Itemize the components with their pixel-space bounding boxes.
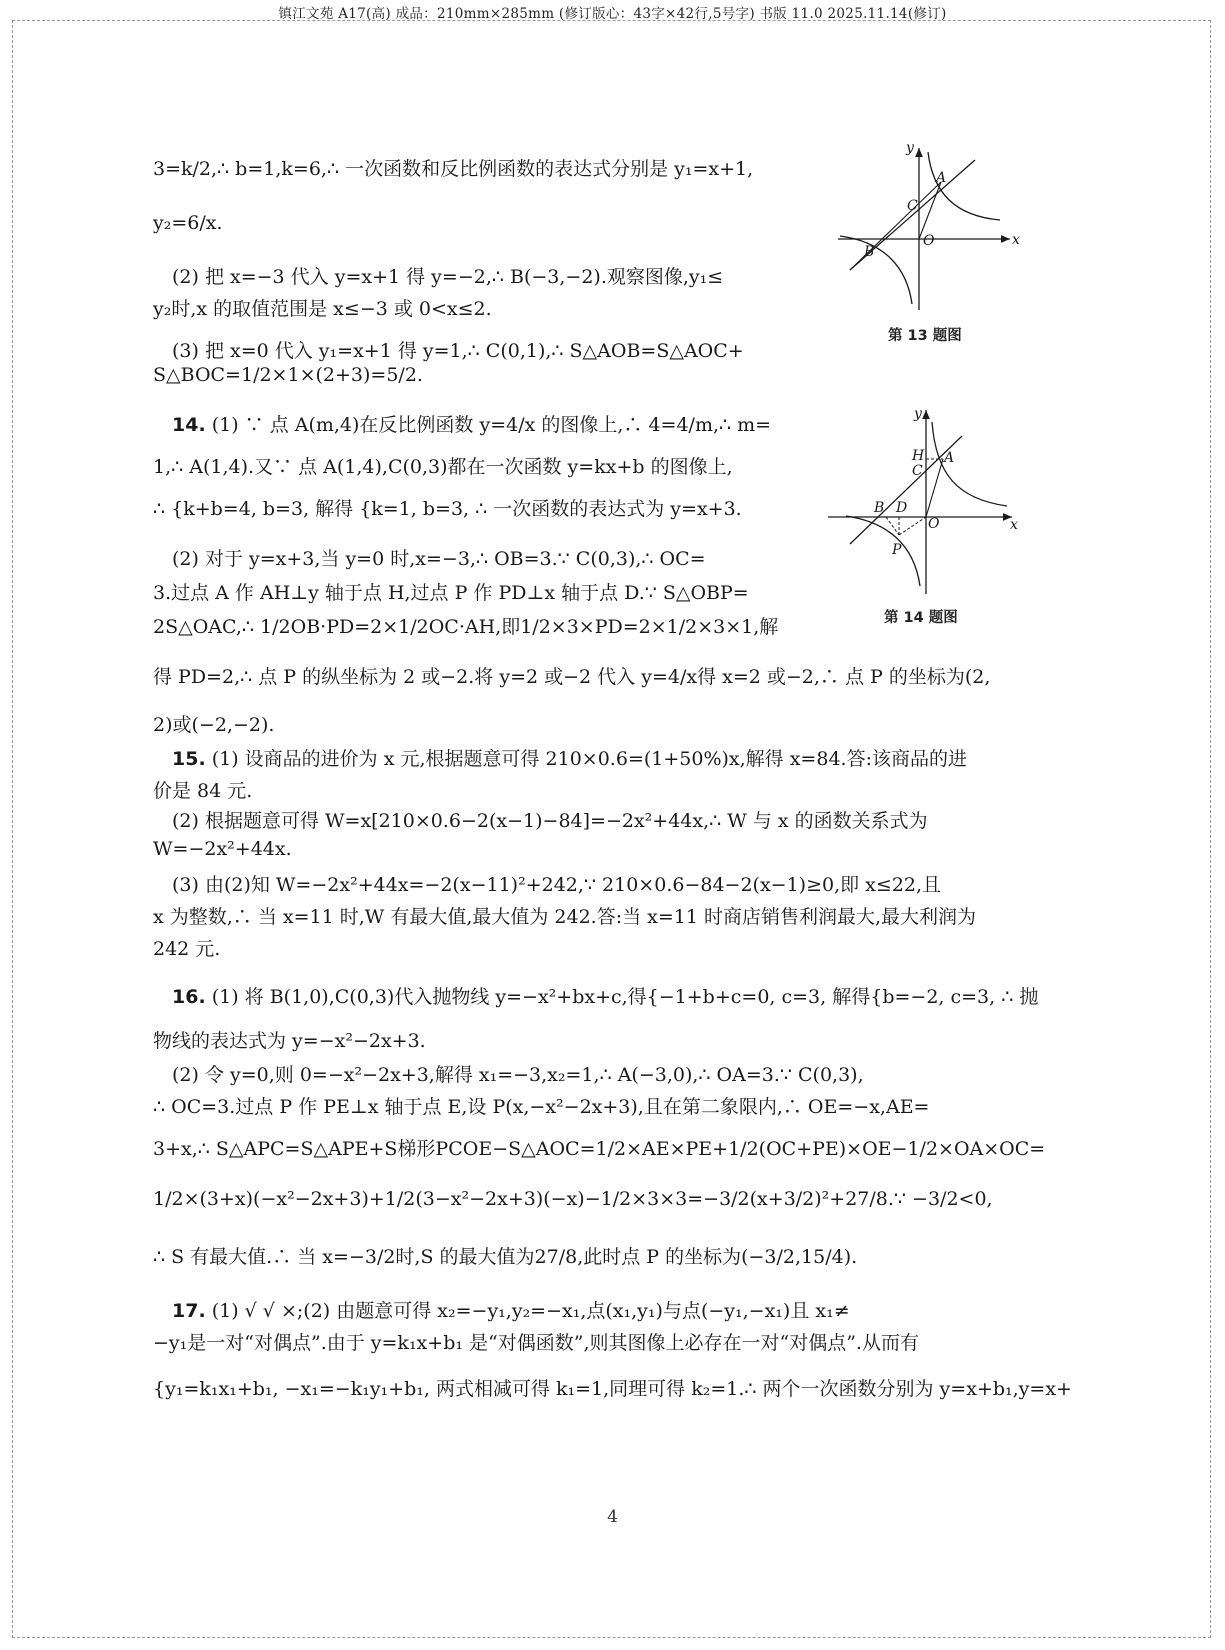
text-line	[172, 1060, 864, 1087]
problem-number: 17.	[172, 1300, 206, 1322]
text-line	[153, 902, 976, 929]
text-line	[172, 870, 941, 897]
line-text: x 为整数,∴ 当 x=11 时,W 有最大值,最大值为 242.答:当 x=11 时商店销售利润最大,最大利润为	[153, 906, 977, 928]
line-text: (2) 根据题意可得 W=x[210×0.6−2(x−1)−84]=−2x²+44x,∴ W 与 x 的函数关系式为	[172, 810, 928, 832]
fig14-label-x: x	[1010, 517, 1018, 533]
fig14-label-O: O	[928, 516, 940, 532]
figure-13	[830, 138, 1025, 318]
text-line	[153, 1188, 993, 1210]
fig14-label-C: C	[912, 463, 923, 479]
problem-number: 16.	[172, 986, 206, 1008]
line-text: (2) 把 x=−3 代入 y=x+1 得 y=−2,∴ B(−3,−2).观察图像,y₁≤	[172, 266, 724, 288]
fig14-label-D: D	[896, 500, 908, 516]
text-line	[172, 410, 771, 437]
line-text: (1) ∵ 点 A(m,4)在反比例函数 y=4/x 的图像上,∴ 4=4/m,∴ m=	[205, 414, 772, 436]
text-line	[153, 662, 990, 689]
line-text: ∴ OC=3.过点 P 作 PE⊥x 轴于点 E,设 P(x,−x²−2x+3),且在第二象限内,∴ OE=−x,AE=	[153, 1096, 930, 1118]
text-line	[172, 544, 706, 571]
text-line	[172, 262, 723, 289]
line-text: 1/2×(3+x)(−x²−2x+3)+1/2(3−x²−2x+3)(−x)−1/2×3×3=−3/2(x+3/2)²+27/8.∵ −3/2<0,	[153, 1188, 993, 1210]
fig14-label-y: y	[914, 406, 922, 422]
line-text: 242 元.	[153, 938, 221, 960]
text-line	[153, 1134, 1045, 1161]
fig13-label-B: B	[864, 244, 875, 260]
line-text: 2S△OAC,∴ 1/2OB·PD=2×1/2OC·AH,即1/2×3×PD=2×1/2×3×1,解	[153, 616, 779, 638]
text-line	[153, 612, 778, 639]
text-line	[172, 744, 967, 771]
figure-14-caption: 第 14 题图	[884, 610, 958, 626]
text-line	[153, 776, 252, 803]
fig13-label-O: O	[923, 233, 935, 249]
text-line	[153, 1242, 857, 1269]
text-line	[153, 1026, 426, 1053]
fig14-label-B: B	[874, 500, 885, 516]
line-text: S△BOC=1/2×1×(2+3)=5/2.	[153, 364, 423, 386]
text-line	[153, 154, 753, 181]
figure-14	[822, 404, 1027, 599]
text-line	[172, 1296, 850, 1323]
fig13-label-x: x	[1012, 232, 1020, 248]
line-text: W=−2x²+44x.	[153, 838, 292, 860]
line-text: (3) 把 x=0 代入 y₁=x+1 得 y=1,∴ C(0,1),∴ S△AOB=S△AOC+	[172, 340, 744, 362]
line-text: (1) 将 B(1,0),C(0,3)代入抛物线 y=−x²+bx+c,得{−1+b+c=0, c=3, 解得{b=−2, c=3, ∴ 抛	[205, 986, 1039, 1008]
figure-13-caption: 第 13 题图	[888, 328, 962, 344]
line-text: (1) √ √ ×;(2) 由题意可得 x₂=−y₁,y₂=−x₁,点(x₁,y₁)与点(−y₁,−x₁)且 x₁≠	[205, 1300, 850, 1322]
line-text: 3+x,∴ S△APC=S△APE+S梯形PCOE−S△AOC=1/2×AE×PE+1/2(OC+PE)×OE−1/2×OA×OC=	[153, 1138, 1046, 1160]
text-line	[153, 452, 733, 479]
text-line	[172, 336, 744, 363]
line-text: (2) 对于 y=x+3,当 y=0 时,x=−3,∴ OB=3.∵ C(0,3),∴ OC=	[172, 548, 706, 570]
line-text: {y₁=k₁x₁+b₁, −x₁=−k₁y₁+b₁, 两式相减可得 k₁=1,同理可得 k₂=1.∴ 两个一次函数分别为 y=x+b₁,y=x+	[153, 1378, 1072, 1400]
text-line	[153, 1374, 1072, 1401]
text-line	[153, 364, 423, 386]
line-text: ∴ {k+b=4, b=3, 解得 {k=1, b=3, ∴ 一次函数的表达式为 y=x+3.	[153, 498, 742, 520]
text-line	[153, 838, 292, 860]
text-line	[153, 294, 492, 321]
text-line	[172, 806, 928, 833]
text-line	[153, 934, 220, 961]
line-text: 得 PD=2,∴ 点 P 的纵坐标为 2 或−2.将 y=2 或−2 代入 y=4/x得 x=2 或−2,∴ 点 P 的坐标为(2,	[153, 666, 991, 688]
fig13-label-C: C	[907, 198, 918, 214]
line-text: (3) 由(2)知 W=−2x²+44x=−2(x−11)²+242,∵ 210×0.6−84−2(x−1)≥0,即 x≤22,且	[172, 874, 942, 896]
line-text: 2)或(−2,−2).	[153, 714, 275, 736]
problem-number: 15.	[172, 748, 206, 770]
page-number: 4	[607, 1507, 618, 1527]
print-header: 镇江文苑 A17(高) 成品：210mm×285mm (修订版心：43字×42行,5号字) 书版 11.0 2025.11.14(修订)	[278, 6, 947, 22]
line-text: (2) 令 y=0,则 0=−x²−2x+3,解得 x₁=−3,x₂=1,∴ A(−3,0),∴ OA=3.∵ C(0,3),	[172, 1064, 864, 1086]
fig14-label-H: H	[912, 448, 925, 464]
text-line	[153, 212, 223, 234]
fig13-label-y: y	[906, 140, 914, 156]
text-line	[153, 1092, 929, 1119]
fig14-label-A: A	[944, 450, 955, 466]
text-line	[153, 494, 742, 521]
line-text: 价是 84 元.	[153, 780, 253, 802]
text-line	[153, 710, 274, 737]
text-line	[153, 578, 749, 605]
line-text: ∴ S 有最大值.∴ 当 x=−3/2时,S 的最大值为27/8,此时点 P 的坐标为(−3/2,15/4).	[153, 1246, 858, 1268]
line-text: 物线的表达式为 y=−x²−2x+3.	[153, 1030, 426, 1052]
text-line	[153, 1328, 919, 1355]
line-text: y₂时,x 的取值范围是 x≤−3 或 0<x≤2.	[153, 298, 492, 320]
line-text: y₂=6/x.	[153, 212, 223, 234]
problem-number: 14.	[172, 414, 206, 436]
line-text: (1) 设商品的进价为 x 元,根据题意可得 210×0.6=(1+50%)x,解得 x=84.答:该商品的进	[205, 748, 967, 770]
fig14-label-P: P	[892, 542, 902, 558]
fig13-label-A: A	[936, 170, 947, 186]
text-line	[172, 982, 1038, 1009]
line-text: 3.过点 A 作 AH⊥y 轴于点 H,过点 P 作 PD⊥x 轴于点 D.∵ S△OBP=	[153, 582, 749, 604]
line-text: −y₁是一对“对偶点”.由于 y=k₁x+b₁ 是“对偶函数”,则其图像上必存在一对“对偶点”.从而有	[153, 1332, 919, 1354]
line-text: 3=k/2,∴ b=1,k=6,∴ 一次函数和反比例函数的表达式分别是 y₁=x+1,	[153, 158, 754, 180]
line-text: 1,∴ A(1,4).又∵ 点 A(1,4),C(0,3)都在一次函数 y=kx+b 的图像上,	[153, 456, 733, 478]
